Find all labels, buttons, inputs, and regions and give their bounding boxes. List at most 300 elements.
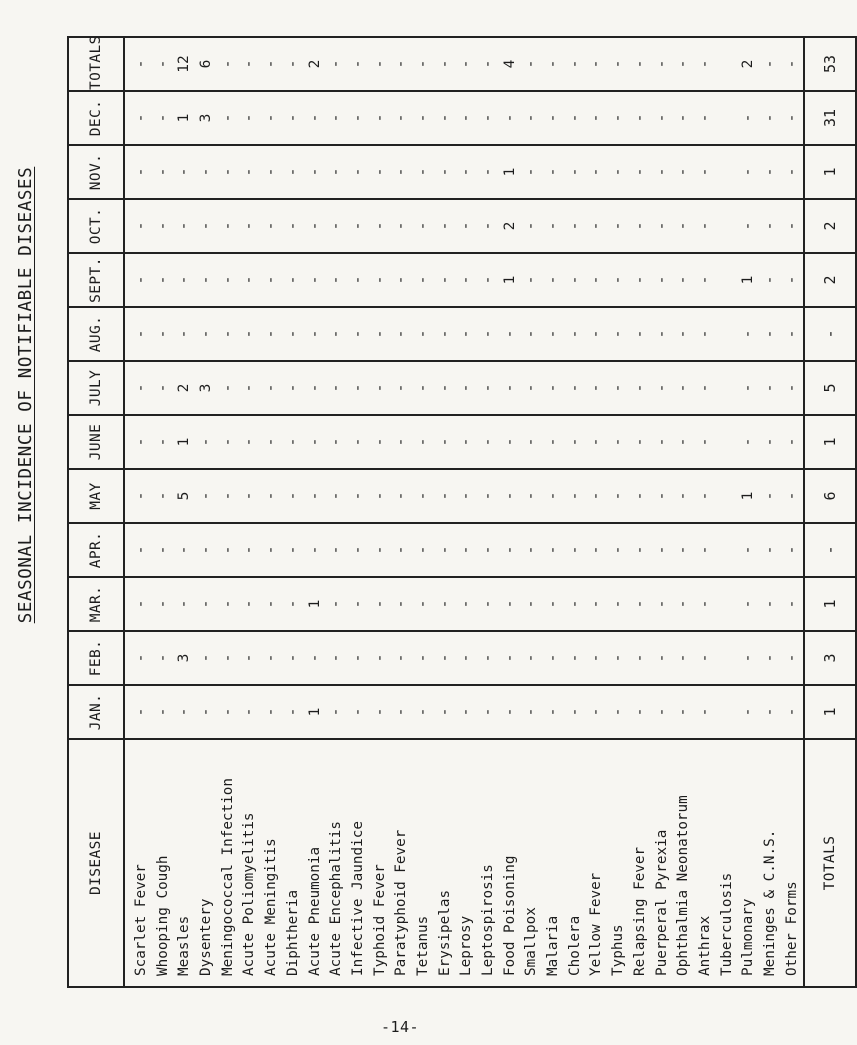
table-cell: -	[133, 653, 149, 663]
table-cell: -	[545, 113, 562, 123]
disease-name: Acute Encephalitis	[328, 821, 345, 976]
table-cell: -	[740, 707, 757, 717]
table-cell: -	[328, 167, 345, 177]
table-cell: -	[198, 275, 215, 285]
table-cell: 1	[176, 437, 193, 447]
table-cell: -	[675, 275, 692, 285]
column-header-june: JUNE	[68, 415, 124, 469]
table-cell: -	[566, 383, 583, 393]
table-cell: -	[458, 653, 475, 663]
table-cell: -	[480, 599, 496, 609]
table-cell: -	[414, 599, 431, 609]
table-cell: -	[176, 599, 193, 609]
table-cell: -	[328, 59, 345, 69]
table-cell: -	[740, 167, 757, 177]
table-cell: -	[696, 599, 713, 609]
table-cell: -	[566, 113, 583, 123]
table-cell: -	[263, 653, 280, 663]
column-header-dec: DEC.	[68, 91, 124, 145]
total-cell: -	[804, 307, 856, 361]
table-cell: -	[371, 653, 388, 663]
table-cell: -	[371, 383, 388, 393]
table-cell: -	[675, 437, 692, 447]
table-cell: -	[436, 383, 453, 393]
disease-name: Puerperal Pyrexia	[653, 829, 670, 976]
column-values-june	[124, 415, 804, 469]
table-cell: -	[523, 383, 540, 393]
table-cell: -	[219, 437, 236, 447]
table-cell: -	[675, 221, 692, 231]
table-cell: -	[349, 491, 366, 501]
table-cell: -	[740, 437, 757, 447]
table-cell: -	[545, 329, 562, 339]
table-cell: -	[284, 653, 301, 663]
table-cell: -	[696, 59, 713, 69]
table-cell: -	[349, 59, 366, 69]
table-cell: -	[219, 221, 236, 231]
table-cell: -	[588, 59, 605, 69]
table-cell: -	[631, 113, 648, 123]
table-cell: -	[328, 113, 345, 123]
table-cell: -	[284, 59, 301, 69]
table-cell: -	[133, 437, 149, 447]
table-cell: -	[653, 653, 670, 663]
table-cell: -	[414, 59, 431, 69]
table-cell: -	[566, 599, 583, 609]
table-cell: -	[263, 329, 280, 339]
table-cell: -	[241, 329, 258, 339]
disease-name: Scarlet Fever	[133, 864, 149, 976]
table-cell: -	[414, 653, 431, 663]
table-cell: -	[480, 329, 496, 339]
table-cell: -	[545, 653, 562, 663]
table-cell: -	[349, 653, 366, 663]
table-cell: -	[740, 221, 757, 231]
column-values-totals	[124, 37, 804, 91]
table-cell: -	[480, 59, 496, 69]
table-cell: 6	[198, 59, 215, 69]
table-cell: -	[393, 545, 410, 555]
table-cell: -	[263, 707, 280, 717]
table-cell	[717, 686, 739, 738]
table-cell: -	[198, 491, 215, 501]
table-cell: -	[371, 275, 388, 285]
table-cell: -	[219, 167, 236, 177]
table-cell: -	[588, 599, 605, 609]
table-cell: -	[610, 545, 627, 555]
page-number: -14-	[380, 1018, 420, 1036]
table-cell: -	[675, 113, 692, 123]
table-cell: -	[761, 707, 778, 717]
table-cell: -	[393, 221, 410, 231]
column-values-aug	[124, 307, 804, 361]
table-cell: -	[328, 653, 345, 663]
table-cell: -	[523, 59, 540, 69]
total-cell: 1	[804, 577, 856, 631]
table-cell: -	[523, 545, 540, 555]
table-cell: -	[480, 167, 496, 177]
table-cell: -	[610, 167, 627, 177]
table-cell: -	[610, 599, 627, 609]
column-values-apr	[124, 523, 804, 577]
table-cell: -	[414, 707, 431, 717]
total-cell: 2	[804, 253, 856, 307]
table-cell: -	[696, 113, 713, 123]
table-cell: -	[523, 113, 540, 123]
table-cell: -	[284, 599, 301, 609]
table-cell: -	[653, 383, 670, 393]
table-cell: -	[154, 545, 171, 555]
table-cell: -	[176, 221, 193, 231]
table-cell: -	[588, 221, 605, 231]
table-cell: 5	[176, 491, 193, 501]
table-cell: -	[241, 707, 258, 717]
table-cell: -	[783, 275, 800, 285]
table-cell: -	[198, 599, 215, 609]
table-cell: -	[631, 707, 648, 717]
table-cell: -	[306, 545, 323, 555]
table-cell: -	[219, 545, 236, 555]
total-cell: 1	[804, 415, 856, 469]
table-cell: -	[371, 545, 388, 555]
table-cell: -	[610, 221, 627, 231]
table-cell: -	[436, 113, 453, 123]
table-cell: -	[198, 707, 215, 717]
table-cell: -	[133, 383, 149, 393]
table-cell: -	[610, 275, 627, 285]
disease-name: Diphtheria	[284, 889, 301, 976]
column-header-nov: NOV.	[68, 145, 124, 199]
table-cell	[717, 200, 739, 252]
table-cell: -	[610, 113, 627, 123]
table-cell: -	[263, 599, 280, 609]
disease-name: Tetanus	[414, 915, 431, 976]
table-cell: -	[761, 275, 778, 285]
table-cell: -	[414, 113, 431, 123]
table-cell: -	[610, 383, 627, 393]
column-header-feb: FEB.	[68, 631, 124, 685]
table-cell: 2	[501, 221, 518, 231]
table-cell: -	[241, 113, 258, 123]
table-cell: -	[349, 437, 366, 447]
table-cell: -	[198, 221, 215, 231]
table-cell: -	[631, 653, 648, 663]
table-cell: -	[393, 113, 410, 123]
page-title	[8, 0, 44, 1045]
disease-name: Food Poisoning	[501, 855, 518, 976]
table-cell: -	[436, 707, 453, 717]
table-cell: -	[610, 59, 627, 69]
table-cell: -	[306, 653, 323, 663]
table-cell: -	[588, 167, 605, 177]
table-cell: -	[241, 599, 258, 609]
table-cell: -	[393, 329, 410, 339]
table-cell: -	[284, 437, 301, 447]
table-cell: -	[740, 653, 757, 663]
column-values-may	[124, 469, 804, 523]
table-cell: -	[588, 329, 605, 339]
table-cell: -	[241, 167, 258, 177]
column-header-totals: TOTALS	[68, 37, 124, 91]
table-cell: -	[458, 599, 475, 609]
table-cell: -	[263, 383, 280, 393]
table-cell: -	[783, 491, 800, 501]
table-cell: -	[133, 599, 149, 609]
table-cell: -	[284, 113, 301, 123]
table-cell: -	[198, 329, 215, 339]
table-cell: -	[458, 167, 475, 177]
table-cell: -	[566, 707, 583, 717]
column-header-oct: OCT.	[68, 199, 124, 253]
column-values-jan	[124, 685, 804, 739]
table-cell: -	[349, 113, 366, 123]
table-cell: -	[480, 437, 496, 447]
disease-name: Yellow Fever	[588, 872, 605, 976]
table-cell: -	[696, 491, 713, 501]
disease-name: Paratyphoid Fever	[393, 829, 410, 976]
column-header-jan: JAN.	[68, 685, 124, 739]
table-cell	[717, 92, 739, 144]
column-header-sept: SEPT.	[68, 253, 124, 307]
table-cell: -	[371, 221, 388, 231]
table-cell: -	[241, 383, 258, 393]
table-cell: -	[631, 275, 648, 285]
table-cell: -	[761, 545, 778, 555]
table-cell: -	[263, 167, 280, 177]
table-cell: -	[566, 221, 583, 231]
totals-row	[804, 37, 856, 987]
table-cell: -	[631, 167, 648, 177]
table-cell: -	[588, 707, 605, 717]
table-cell: -	[284, 329, 301, 339]
table-cell: -	[328, 437, 345, 447]
table-cell: -	[154, 113, 171, 123]
table-cell: 1	[740, 491, 757, 501]
table-cell: -	[198, 167, 215, 177]
table-cell: -	[414, 437, 431, 447]
table-cell: -	[436, 491, 453, 501]
column-values-dec	[124, 91, 804, 145]
disease-name: Measles	[176, 915, 193, 976]
table-cell: -	[306, 437, 323, 447]
table-cell: -	[566, 437, 583, 447]
table-cell: -	[284, 707, 301, 717]
table-cell: -	[783, 221, 800, 231]
header-row	[68, 37, 124, 987]
table-cell: -	[284, 545, 301, 555]
table-cell: -	[631, 599, 648, 609]
table-cell: -	[414, 383, 431, 393]
table-cell: -	[566, 275, 583, 285]
table-cell: -	[783, 329, 800, 339]
table-cell: -	[523, 275, 540, 285]
table-cell: -	[306, 113, 323, 123]
table-cell: -	[328, 707, 345, 717]
table-cell: -	[436, 59, 453, 69]
table-cell: -	[436, 329, 453, 339]
table-cell: -	[566, 329, 583, 339]
table-cell: -	[761, 653, 778, 663]
table-cell: -	[328, 275, 345, 285]
table-cell: -	[393, 383, 410, 393]
table-cell: -	[393, 275, 410, 285]
disease-name: Relapsing Fever	[631, 846, 648, 976]
table-cell: -	[349, 383, 366, 393]
disease-name: Other Forms	[783, 881, 800, 976]
disease-name: Dysentery	[198, 898, 215, 976]
table-cell: -	[631, 59, 648, 69]
table-cell: -	[263, 491, 280, 501]
table-cell: -	[653, 491, 670, 501]
table-cell: -	[154, 599, 171, 609]
table-cell: -	[349, 221, 366, 231]
table-cell: -	[783, 599, 800, 609]
table-cell: -	[783, 113, 800, 123]
disease-name: Anthrax	[696, 915, 713, 976]
table-cell: -	[436, 275, 453, 285]
table-cell: -	[414, 545, 431, 555]
table-cell: -	[523, 221, 540, 231]
table-cell: -	[566, 59, 583, 69]
table-cell: -	[631, 383, 648, 393]
table-cell: -	[458, 221, 475, 231]
table-cell: -	[219, 275, 236, 285]
table-cell: 3	[198, 383, 215, 393]
table-cell: 2	[740, 59, 757, 69]
table-cell: -	[761, 167, 778, 177]
column-header-apr: APR.	[68, 523, 124, 577]
table-cell: -	[588, 491, 605, 501]
table-cell: -	[783, 437, 800, 447]
table-cell	[717, 578, 739, 630]
table-cell	[717, 146, 739, 198]
table-cell: -	[631, 491, 648, 501]
table-cell: -	[675, 59, 692, 69]
table-cell: -	[241, 491, 258, 501]
table-cell	[717, 524, 739, 576]
table-cell: -	[306, 275, 323, 285]
table-cell: -	[349, 545, 366, 555]
table-cell: -	[783, 167, 800, 177]
table-cell: -	[414, 491, 431, 501]
total-cell: 5	[804, 361, 856, 415]
table-cell: -	[480, 707, 496, 717]
table-cell: -	[566, 491, 583, 501]
disease-name: Cholera	[566, 915, 583, 976]
total-cell: 2	[804, 199, 856, 253]
table-cell: -	[501, 437, 518, 447]
table-cell: -	[588, 275, 605, 285]
table-cell: 1	[306, 707, 323, 717]
table-cell: -	[545, 383, 562, 393]
table-cell: -	[631, 437, 648, 447]
table-cell: -	[545, 59, 562, 69]
totals-label: TOTALS	[804, 739, 856, 987]
disease-name: Leprosy	[458, 915, 475, 976]
table-cell: -	[480, 545, 496, 555]
table-cell: -	[480, 491, 496, 501]
table-cell: -	[241, 275, 258, 285]
table-cell: -	[588, 437, 605, 447]
table-cell: -	[653, 167, 670, 177]
table-cell: -	[328, 383, 345, 393]
table-cell: -	[241, 437, 258, 447]
table-cell: -	[653, 275, 670, 285]
table-cell: 1	[740, 275, 757, 285]
table-cell: -	[198, 545, 215, 555]
table-cell: -	[783, 383, 800, 393]
disease-name: Malaria	[545, 915, 562, 976]
incidence-table	[67, 36, 857, 988]
table-cell: -	[545, 545, 562, 555]
table-cell: 1	[306, 599, 323, 609]
table-cell: -	[176, 167, 193, 177]
table-cell: -	[436, 221, 453, 231]
table-cell: -	[588, 545, 605, 555]
table-cell: -	[349, 275, 366, 285]
disease-name: Meninges & C.N.S.	[761, 829, 778, 976]
table-cell: -	[458, 329, 475, 339]
table-cell: -	[740, 545, 757, 555]
table-cell: -	[523, 599, 540, 609]
table-cell: -	[133, 491, 149, 501]
table-cell: -	[653, 221, 670, 231]
table-cell: -	[393, 167, 410, 177]
table-cell: -	[458, 275, 475, 285]
table-cell: -	[653, 599, 670, 609]
table-cell	[717, 254, 739, 306]
table-cell: -	[458, 59, 475, 69]
table-cell: -	[219, 599, 236, 609]
table-cell: -	[501, 329, 518, 339]
table-cell: -	[610, 437, 627, 447]
table-cell: -	[696, 167, 713, 177]
column-values-sept	[124, 253, 804, 307]
total-cell: 1	[804, 145, 856, 199]
table-cell: -	[566, 167, 583, 177]
table-cell: -	[523, 437, 540, 447]
table-cell: -	[306, 329, 323, 339]
table-cell: -	[653, 707, 670, 717]
table-cell: -	[414, 221, 431, 231]
table-cell: -	[545, 599, 562, 609]
table-cell: -	[675, 383, 692, 393]
table-cell: -	[306, 167, 323, 177]
table-cell: -	[328, 221, 345, 231]
table-cell: -	[588, 653, 605, 663]
table-cell: -	[241, 59, 258, 69]
table-cell: -	[740, 599, 757, 609]
table-cell: -	[393, 599, 410, 609]
table-cell: -	[696, 329, 713, 339]
column-values-july	[124, 361, 804, 415]
table-cell: -	[761, 113, 778, 123]
table-cell: -	[458, 383, 475, 393]
table-cell: -	[219, 329, 236, 339]
table-cell: -	[696, 707, 713, 717]
table-cell: -	[458, 491, 475, 501]
table-cell: -	[523, 329, 540, 339]
table-cell: -	[458, 545, 475, 555]
table-cell: -	[610, 329, 627, 339]
table-cell: -	[783, 653, 800, 663]
table-cell: -	[696, 275, 713, 285]
table-cell: -	[349, 599, 366, 609]
table-cell: -	[393, 491, 410, 501]
table-cell: -	[263, 59, 280, 69]
table-cell: -	[501, 653, 518, 663]
disease-name: Acute Poliomyelitis	[241, 812, 258, 976]
